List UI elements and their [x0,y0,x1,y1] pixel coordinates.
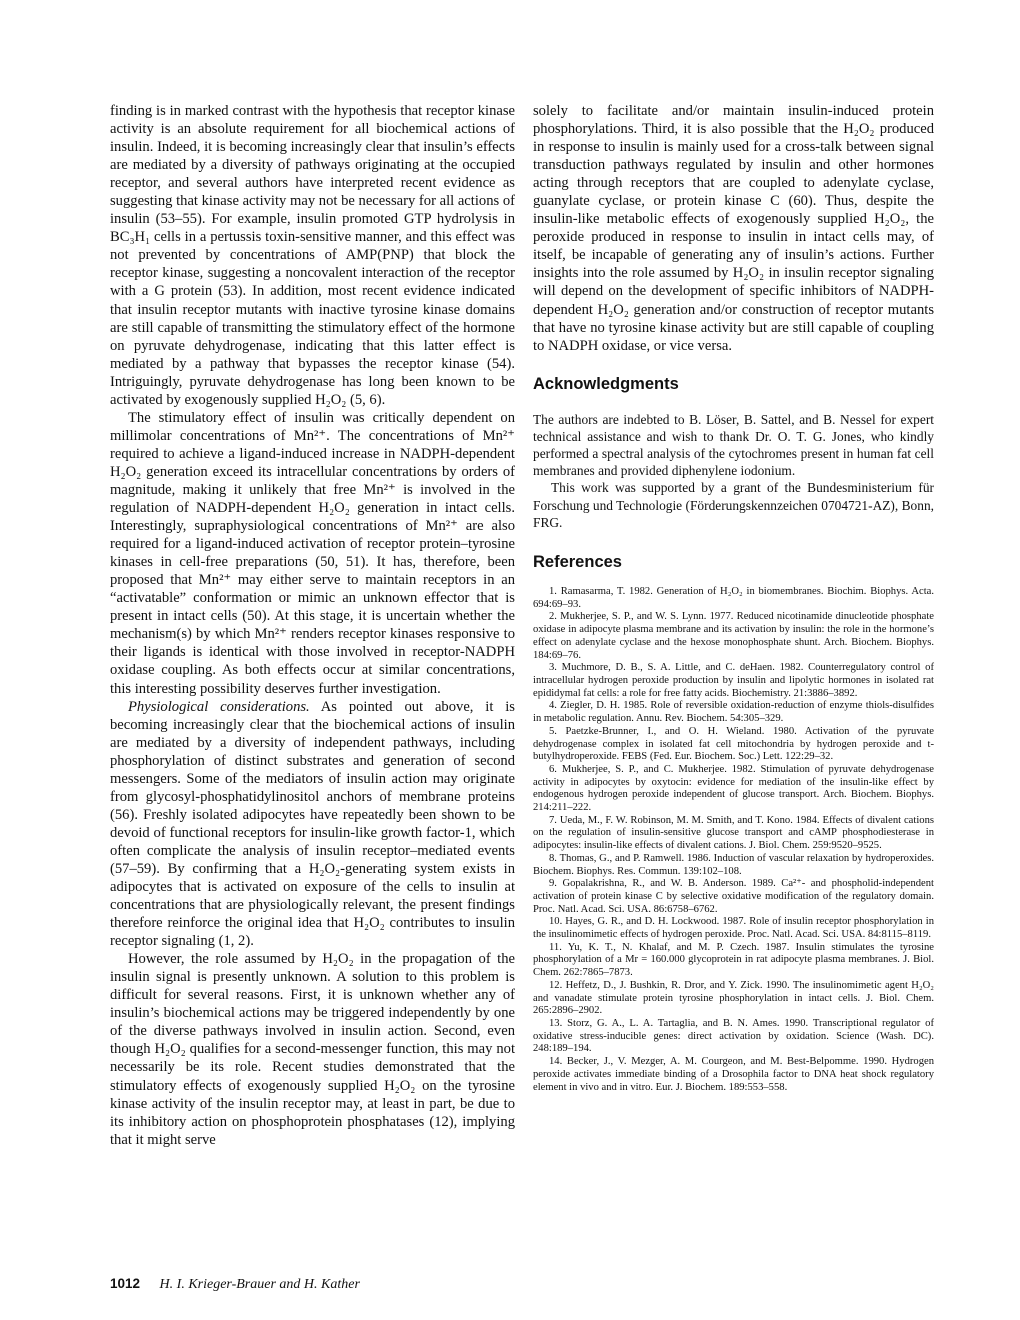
reference-item: 1. Ramasarma, T. 1982. Generation of H₂O₂ in biomembranes. Biochim. Biophys. Acta. 694:69–93. [533,586,934,610]
body-paragraph: However, the role assumed by H₂O₂ in the propagation of the insulin signal is presently unknown. A solution to this problem is difficult for several reasons. First, it is unknown whether any of insulin’s biochemical actions may be triggered independently by one of the diverse pathways involved in insulin action. Second, even though H₂O₂ qualifies for a second-messenger function, this may not necessarily be its role. Recent studies demonstrated that the stimulatory effects of exogenously supplied H₂O₂ on the tyrosine kinase activity of the insulin receptor may, at least in part, be due to its inhibitory action on phosphoprotein phosphatases (12), implying that it might serve [110,951,515,1148]
reference-item: 7. Ueda, M., F. W. Robinson, M. M. Smith, and T. Kono. 1984. Effects of divalent cations on the regulation of insulin-sensitive glucose transport and cAMP phosphodiesterase in adipocytes: insulin-like effects of divalent cations. J. Biol. Chem. 259:9520–9525. [533,814,934,852]
acknowledgments-paragraph: The authors are indebted to B. Löser, B. Sattel, and B. Nessel for expert technical assistance and wish to thank Dr. O. T. G. Jones, who kindly performed a spectral analysis of the cytochromes present in human fat cell membranes and provided diphenylene iodonium. [533,411,934,479]
reference-item: 8. Thomas, G., and P. Ramwell. 1986. Induction of vascular relaxation by hydroperoxides. Biochem. Biophys. Res. Commun. 139:102–108. [533,852,934,877]
running-authors: H. I. Krieger-Brauer and H. Kather [159,1277,360,1292]
reference-item: 3. Muchmore, D. B., S. A. Little, and C. deHaen. 1982. Counterregulatory control of intracellular hydrogen peroxide production by insulin and lipolytic hormones in isolated rat epididymal fat cells: a role for free fatty acids. Biochemistry. 21:3886–3892. [533,662,934,699]
reference-item: 4. Ziegler, D. H. 1985. Role of reversible oxidation-reduction of enzyme thiols-disulfides in metabolic regulation. Annu. Rev. Biochem. 54:305–329. [533,700,934,725]
paragraph-text: As pointed out above, it is becoming increasingly clear that the biochemical actions of insulin are mediated by a diversity of independent pathways, including phosphorylation of distinct substrates and generation of second messengers. Some of the mediators of insulin action may originate from glycosyl-phosphatidylinositol anchors of membrane proteins (56). Freshly isolated adipocytes have repeatedly been shown to be devoid of functional receptors for insulin-like growth factor-1, which often complicate the analysis of insulin receptor–mediated events (57–59). By confirming that a H₂O₂-generating system exists in adipocytes that is activated on exposure of the cells to insulin at concentrations that are physiologically relevant, the present findings therefore reinforce the original idea that H₂O₂ contributes to insulin receptor signaling (1, 2). [110,698,515,950]
right-column [533,102,934,1094]
reference-item: 6. Mukherjee, S. P., and C. Mukherjee. 1982. Stimulation of pyruvate dehydrogenase activity in adipocytes by oxytocin: evidence for mediation of the insulin-like effect by endogenous hydrogen peroxide independent of glucose transport. Arch. Biochem. Biophys. 214:211–222. [533,763,934,814]
page-number: 1012 [110,1276,141,1291]
body-paragraph: solely to facilitate and/or maintain insulin-induced protein phosphorylations. Third, it is also possible that the H₂O₂ produced in response to insulin is mainly used for a cross-talk between signal transduction pathways regulated by insulin and other hormones acting through receptors that are coupled to adenylate cyclase, guanylate cyclase, or protein kinase C (60). Thus, despite the insulin-like metabolic effects of exogenously supplied H₂O₂, the peroxide produced in response to insulin in intact cells may, of itself, be incapable of generating any of insulin’s actions. Further insights into the role assumed by H₂O₂ in insulin receptor signaling will depend on the development of specific inhibitors of NADPH-dependent H₂O₂ generation and/or construction of receptor mutants that have no tyrosine kinase activity but are still capable of coupling to NADPH oxidase, or vice versa. [533,103,934,354]
reference-item: 12. Heffetz, D., J. Bushkin, R. Dror, and Y. Zick. 1990. The insulinomimetic agent H₂O₂ and vanadate stimulate protein tyrosine phosphorylation in intact cells. J. Biol. Chem. 265:2896–2902. [533,979,934,1017]
acknowledgments-paragraph: This work was supported by a grant of the Bundesministerium für Forschung und Technologie (Förderungskennzeichen 0704721-AZ), Bonn, FRG. [533,480,934,530]
run-in-heading: Physiological considerations. [128,698,310,715]
references-heading: References [533,553,622,572]
reference-item: 14. Becker, J., V. Mezger, A. M. Courgeon, and M. Best-Belpomme. 1990. Hydrogen peroxide activates immediate binding of a Drosophila factor to DNA heat shock regulatory element in vivo and in vitro. Eur. J. Biochem. 189:553–558. [533,1056,934,1093]
body-paragraph [110,698,515,951]
reference-item: 5. Paetzke-Brunner, I., and O. H. Wieland. 1980. Activation of the pyruvate dehydrogenase complex in isolated fat cell mitochondria by hydrogen peroxide and t-butylhydroperoxide. FEBS (Fed. Eur. Biochem. Soc.) Lett. 122:29–32. [533,725,934,763]
reference-item: 9. Gopalakrishna, R., and W. B. Anderson. 1989. Ca²⁺- and phospholid-independent activation of protein kinase C by selective oxidative modification of the regulatory domain. Proc. Natl. Acad. Sci. USA. 86:6758–6762. [533,878,934,915]
left-column [110,102,515,1149]
body-paragraph: finding is in marked contrast with the hypothesis that receptor kinase activity is an absolute requirement for all biochemical actions of insulin. Indeed, it is becoming increasingly clear that insulin’s effects are mediated by a diversity of pathways originating at the occupied receptor, and several authors have interpreted recent evidence as suggesting that kinase activity may not be necessary for all actions of insulin (53–55). For example, insulin promoted GTP hydrolysis in BC₃H₁ cells in a pertussis toxin-sensitive manner, and this effect was not prevented by concentrations of AMP(PNP) that block the receptor kinase, suggesting a noncovalent interaction of the receptor with a G protein (53). In addition, most recent evidence indicated that insulin receptor mutants with inactive tyrosine kinase domains are still capable of transmitting the stimulatory effect of the hormone on pyruvate dehydrogenase, indicating that this latter effect is mediated by a pathway that bypasses the receptor kinase (54). Intriguingly, pyruvate dehydrogenase has long been known to be activated by exogenously supplied H₂O₂ (5, 6). [110,103,515,408]
acknowledgments-heading: Acknowledgments [533,374,679,393]
reference-item: 11. Yu, K. T., N. Khalaf, and M. P. Czech. 1987. Insulin stimulates the tyrosine phosphorylation of a Mr = 160.000 glycoprotein in rat adipocyte plasma membranes. J. Biol. Chem. 262:7865–7873. [533,941,934,979]
reference-item: 13. Storz, G. A., L. A. Tartaglia, and B. N. Ames. 1990. Transcriptional regulator of oxidative stress-inducible genes: direct activation by oxidation. Science (Wash. DC). 248:189–194. [533,1017,934,1055]
reference-item: 10. Hayes, G. R., and D. H. Lockwood. 1987. Role of insulin receptor phosphorylation in the insulinomimetic effects of hydrogen peroxide. Proc. Natl. Acad. Sci. USA. 84:8115–8119. [533,916,934,941]
body-paragraph: The stimulatory effect of insulin was critically dependent on millimolar concentrations of Mn²⁺. The concentrations of Mn²⁺ required to achieve a ligand-induced increase in NADPH-dependent H₂O₂ generation exceed its intracellular concentrations by orders of magnitude, making it unlikely that free Mn²⁺ is involved in the regulation of NADPH-dependent H₂O₂ generation in intact cells. Interestingly, supraphysiological concentrations of Mn²⁺ are also required for a ligand-induced activation of receptor protein–tyrosine kinases in cell-free preparations (50, 51). It has, therefore, been proposed that Mn²⁺ may either serve to maintain receptors in an “activatable” conformation or mimic an unknown effector that is present in intact cells (50). At this stage, it is uncertain whether the mechanism(s) by which Mn²⁺ renders receptor kinases responsive to their ligands is identical with those involved in receptor-NADPH oxidase coupling. As both effects occur at similar concentrations, this interesting possibility deserves further investigation. [110,409,515,697]
reference-item: 2. Mukherjee, S. P., and W. S. Lynn. 1977. Reduced nicotinamide dinucleotide phosphate oxidase in adipocyte plasma membrane and its activation by insulin: the role in the hormone’s effect on adenylate cyclase and the hexose monophosphate shunt. Arch. Biochem. Biophys. 184:69–76. [533,611,934,661]
page-footer [110,1276,360,1293]
reference-list [533,586,934,1094]
